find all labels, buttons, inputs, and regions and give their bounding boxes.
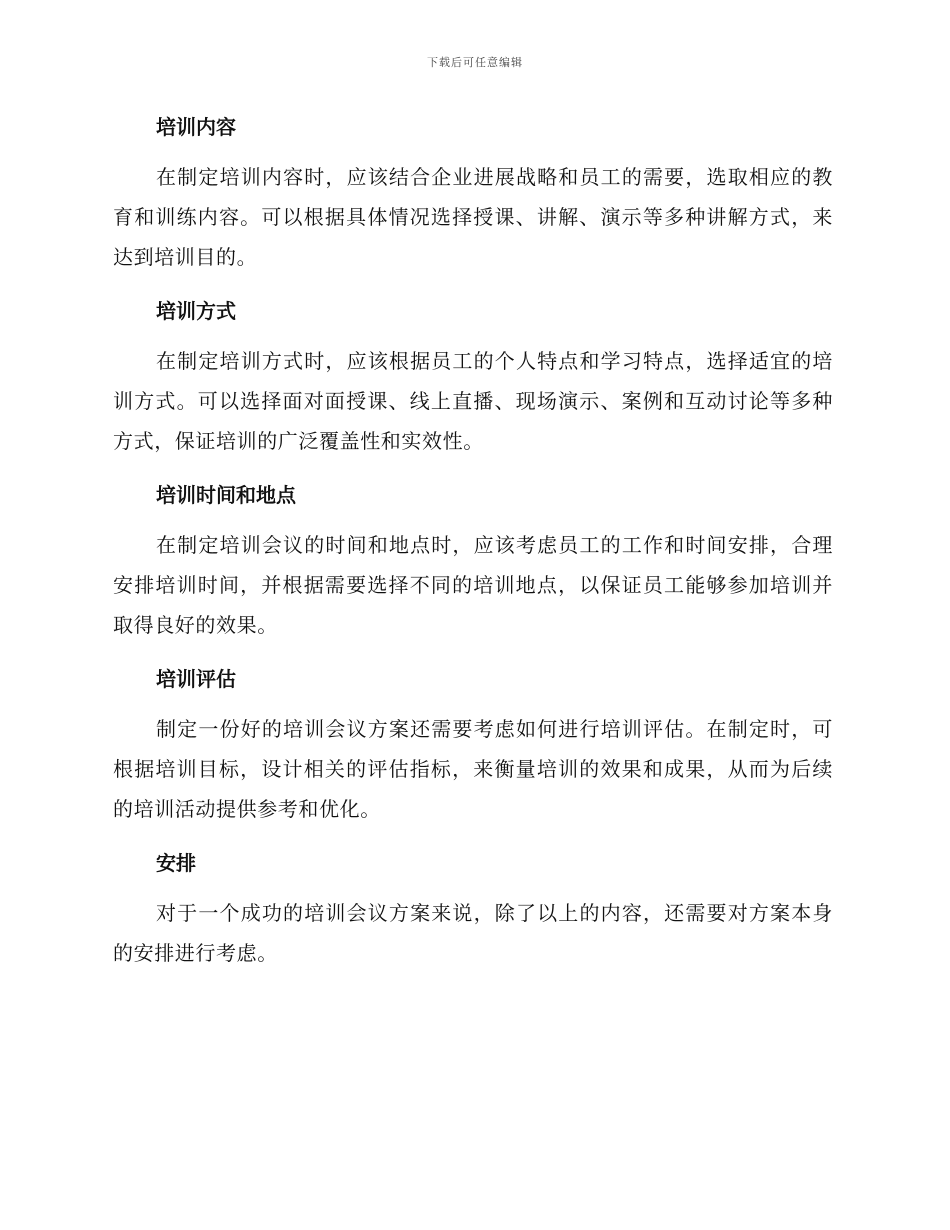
section-training-content: [113, 108, 833, 277]
section-heading: 培训时间和地点: [156, 483, 296, 507]
section-training-method: [113, 292, 833, 461]
section-heading: 培训评估: [156, 667, 236, 691]
header-note: 下载后可任意编辑: [427, 56, 523, 69]
section-heading: 安排: [156, 851, 196, 875]
section-heading: 培训内容: [156, 115, 236, 139]
document-content: [113, 108, 833, 988]
section-paragraph: 在制定培训方式时，应该根据员工的个人特点和学习特点，选择适宜的培训方式。可以选择面对面授课、线上直播、现场演示、案例和互动讨论等多种方式，保证培训的广泛覆盖性和实效性。: [113, 349, 833, 453]
section-arrangement: [113, 844, 833, 973]
section-paragraph: 制定一份好的培训会议方案还需要考虑如何进行培训评估。在制定时，可根据培训目标，设计相关的评估指标，来衡量培训的效果和成果，从而为后续的培训活动提供参考和优化。: [113, 717, 833, 821]
section-paragraph: 在制定培训会议的时间和地点时，应该考虑员工的工作和时间安排，合理安排培训时间，并根据需要选择不同的培训地点，以保证员工能够参加培训并取得良好的效果。: [113, 533, 833, 637]
section-training-time-place: [113, 476, 833, 645]
section-heading: 培训方式: [156, 299, 236, 323]
section-paragraph: 在制定培训内容时，应该结合企业进展战略和员工的需要，选取相应的教育和训练内容。可以根据具体情况选择授课、讲解、演示等多种讲解方式，来达到培训目的。: [113, 165, 833, 269]
section-training-evaluation: [113, 660, 833, 829]
section-paragraph: 对于一个成功的培训会议方案来说，除了以上的内容，还需要对方案本身的安排进行考虑。: [113, 901, 833, 965]
